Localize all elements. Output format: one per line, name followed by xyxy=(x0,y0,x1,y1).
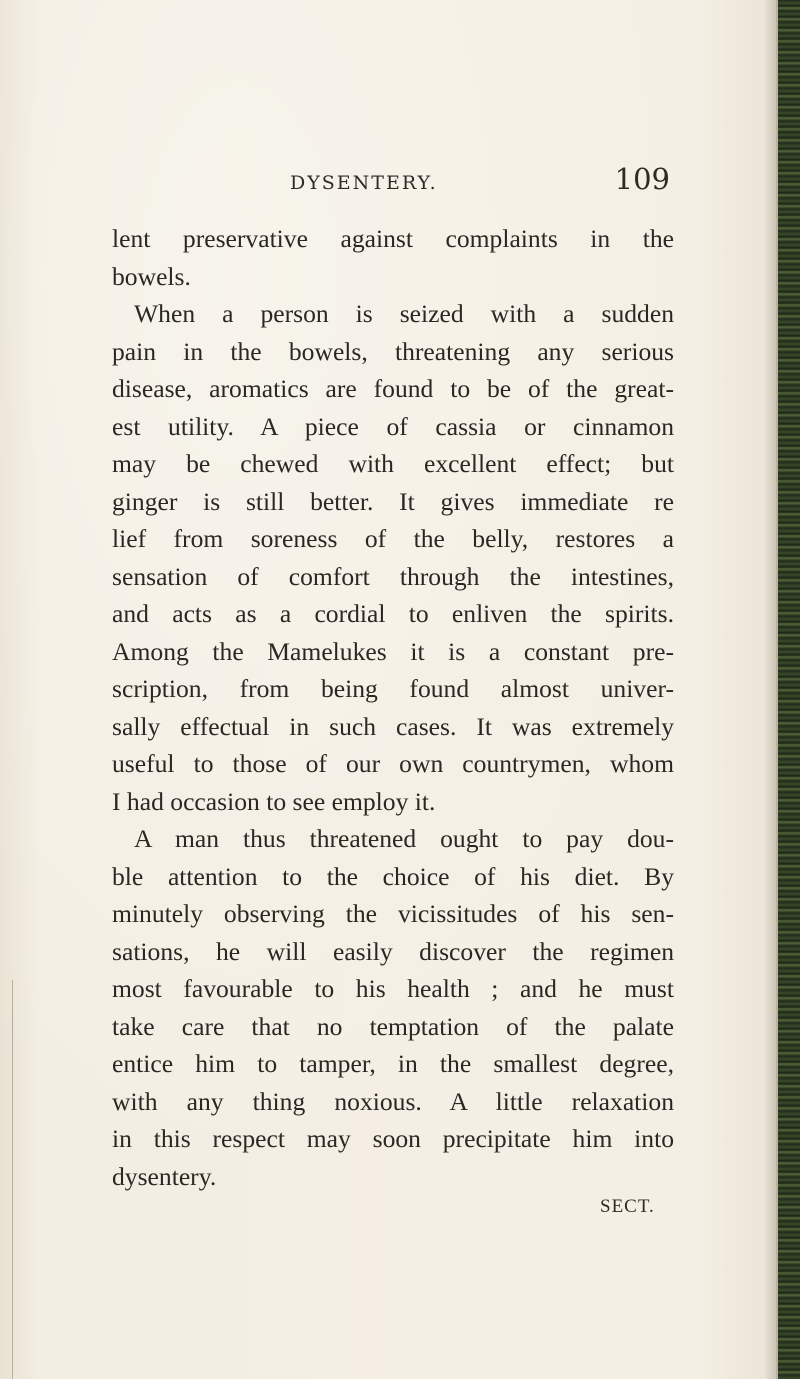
text-line: most favourable to his health ; and he must xyxy=(112,974,674,1003)
text-line: lent preservative against complaints in the xyxy=(112,224,674,253)
text-line: dysentery. xyxy=(112,1161,217,1191)
text-line: I had occasion to see employ it. xyxy=(112,786,436,816)
text-line: take care that no temptation of the palate xyxy=(112,1011,674,1041)
running-head: DYSENTERY. xyxy=(290,172,438,194)
text-line: in this respect may soon precipitate him into xyxy=(112,1124,674,1153)
text-line: sally effectual in such cases. It was extremely xyxy=(112,711,674,741)
text-line: disease, aromatics are found to be of the great- xyxy=(112,374,674,403)
page-header xyxy=(100,162,670,208)
text-line: lief from soreness of the belly, restores a xyxy=(112,524,674,553)
text-line: ginger is still better. It gives immediate re xyxy=(112,486,674,516)
text-line: ble attention to the choice of his diet. By xyxy=(112,861,674,891)
text-line: entice him to tamper, in the smallest degree, xyxy=(112,1049,674,1078)
text-line: bowels. xyxy=(112,261,191,291)
text-line: with any thing noxious. A little relaxation xyxy=(112,1086,674,1116)
text-line: useful to those of our own countrymen, whom xyxy=(112,749,674,778)
text-line: sensation of comfort through the intestines, xyxy=(112,561,674,591)
catchword: SECT. xyxy=(600,1196,655,1217)
text-line: may be chewed with excellent effect; but xyxy=(112,449,674,478)
text-line: When a person is seized with a sudden xyxy=(134,299,674,328)
book-binding-edge xyxy=(776,0,800,1379)
body-text xyxy=(112,220,674,1195)
text-line: pain in the bowels, threatening any serious xyxy=(112,336,674,366)
text-line: and acts as a cordial to enliven the spirits. xyxy=(112,599,674,628)
text-line: minutely observing the vicissitudes of his sen- xyxy=(112,899,674,928)
page-edge-rule xyxy=(12,980,13,1379)
page-number: 109 xyxy=(614,162,670,196)
text-line: A man thus threatened ought to pay dou- xyxy=(134,824,674,853)
text-line: scription, from being found almost univer- xyxy=(112,674,674,703)
text-line: sations, he will easily discover the regimen xyxy=(112,936,674,966)
text-line: est utility. A piece of cassia or cinnamon xyxy=(112,411,674,441)
text-line: Among the Mamelukes it is a constant pre- xyxy=(112,636,674,666)
